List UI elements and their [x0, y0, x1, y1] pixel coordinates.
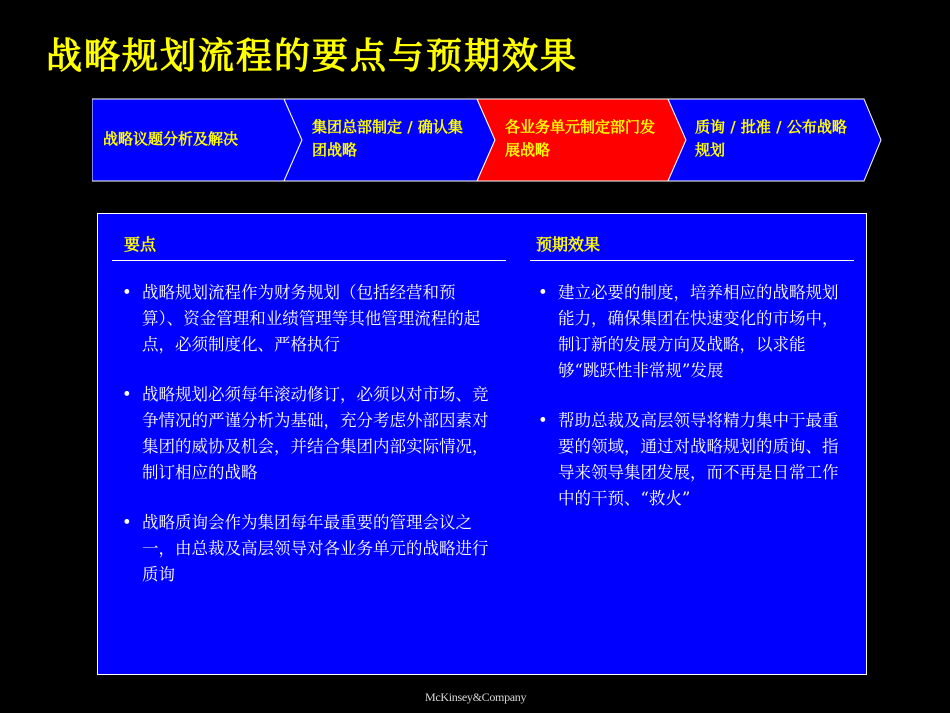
process-step-4-label: 质询 / 批准 / 公布战略规划	[695, 118, 847, 159]
mckinsey-logo: McKinsey&Company	[425, 690, 527, 704]
key-points-list	[118, 280, 490, 588]
expected-results-divider	[530, 260, 854, 261]
key-points-divider	[112, 260, 506, 261]
key-point-3: • 战略质询会作为集团每年最重要的管理会议之一，由总裁及高层领导对各业务单元的战略进行质询	[118, 510, 490, 588]
content-panel	[97, 213, 867, 675]
key-points-heading: 要点	[124, 235, 157, 254]
process-step-3-label: 各业务单元制定部门发展战略	[505, 118, 656, 159]
key-point-1: • 战略规划流程作为财务规划（包括经营和预算）、资金管理和业绩管理等其他管理流程的起点，必须制度化、严格执行	[118, 280, 490, 358]
expected-result-2: • 帮助总裁及高层领导将精力集中于最重要的领域，通过对战略规划的质询、指导来领导集团发展，而不再是日常工作中的干预、“救火”	[534, 408, 844, 512]
slide-title: 战略规划流程的要点与预期效果	[46, 36, 579, 77]
expected-results-list	[534, 280, 844, 512]
process-step-2-label: 集团总部制定 / 确认集团战略	[312, 118, 463, 159]
process-step-1-label: 战略议题分析及解决	[103, 130, 239, 148]
process-flow	[92, 98, 882, 182]
expected-results-heading: 预期效果	[536, 235, 601, 254]
expected-result-1: • 建立必要的制度，培养相应的战略规划能力，确保集团在快速变化的市场中，制订新的发展方向及战略，以求能够“跳跃性非常规”发展	[534, 280, 844, 384]
key-point-2: • 战略规划必须每年滚动修订，必须以对市场、竞争情况的严谨分析为基础，充分考虑外部因素对集团的威协及机会，并结合集团内部实际情况，制订相应的战略	[118, 382, 490, 486]
